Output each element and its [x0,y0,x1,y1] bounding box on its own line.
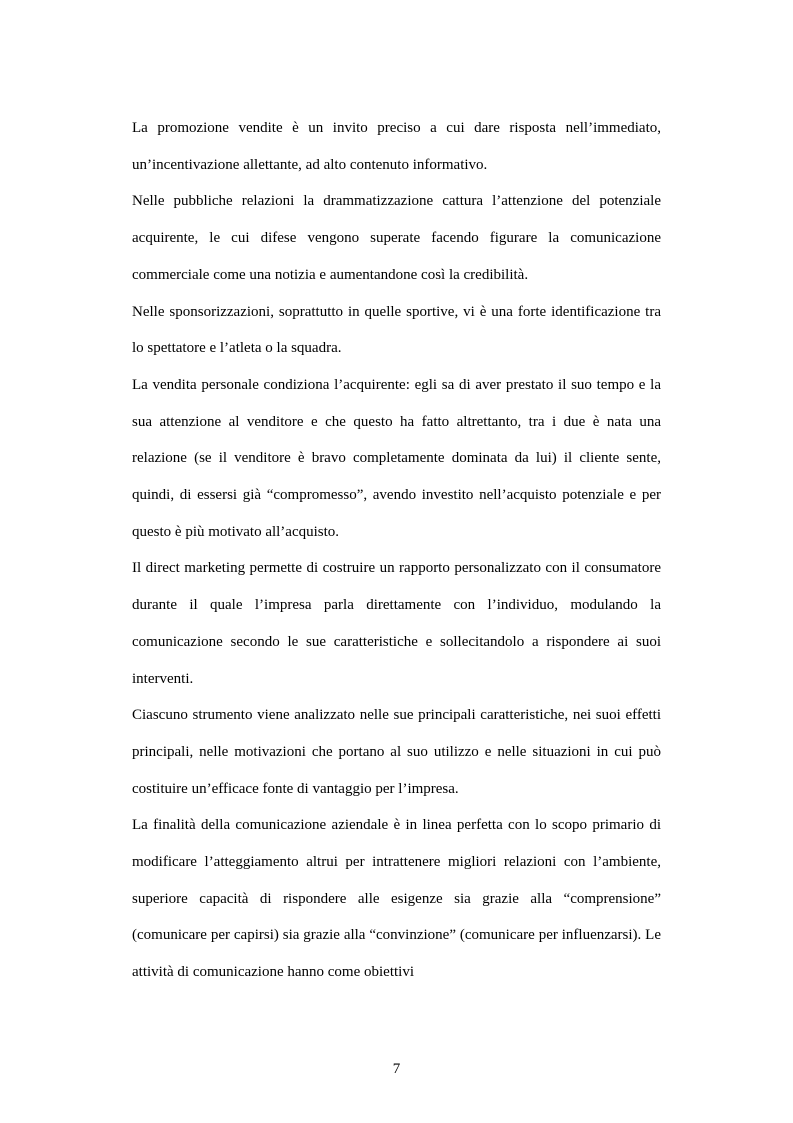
paragraph-pubbliche-relazioni: Nelle pubbliche relazioni la drammatizzazione cattura l’attenzione del potenziale acquirente, le cui difese vengono superate facendo figurare la comunicazione commerciale come una notizia e aumentandone così la credibilità. [132,193,661,283]
paragraph-finalita-comunicazione: La finalità della comunicazione aziendale è in linea perfetta con lo scopo primario di modificare l’atteggiamento altrui per intrattenere migliori relazioni con l’ambiente, superiore capacità di rispondere alle esigenze sia grazie alla “comprensione” (comunicare per capirsi) sia grazie alla “convinzione” (comunicare per influenzarsi). Le attività di comunicazione hanno come obiettivi [132,817,661,981]
paragraph-direct-marketing: Il direct marketing permette di costruire un rapporto personalizzato con il consumatore durante il quale l’impresa parla direttamente con l’individuo, modulando la comunicazione secondo le sue caratteristiche e sollecitandolo a rispondere ai suoi interventi. [132,560,661,687]
paragraph-ciascuno-strumento: Ciascuno strumento viene analizzato nelle sue principali caratteristiche, nei suoi effetti principali, nelle motivazioni che portano al suo utilizzo e nelle situazioni in cui può costituire un’efficace fonte di vantaggio per l’impresa. [132,707,661,797]
page-number: 7 [392,1061,401,1077]
body-text [132,110,661,991]
paragraph-promozione-vendite: La promozione vendite è un invito preciso a cui dare risposta nell’immediato, un’incentivazione allettante, ad alto contenuto informativo. [132,120,661,173]
paragraph-vendita-personale: La vendita personale condiziona l’acquirente: egli sa di aver prestato il suo tempo e la sua attenzione al venditore e che questo ha fatto altrettanto, tra i due è nata una relazione (se il venditore è bravo completamente dominata da lui) il cliente sente, quindi, di essersi già “compromesso”, avendo investito nell’acquisto potenziale e per questo è più motivato all’acquisto. [132,376,661,540]
paragraph-sponsorizzazioni: Nelle sponsorizzazioni, soprattutto in quelle sportive, vi è una forte identificazione tra lo spettatore e l’atleta o la squadra. [132,303,661,357]
